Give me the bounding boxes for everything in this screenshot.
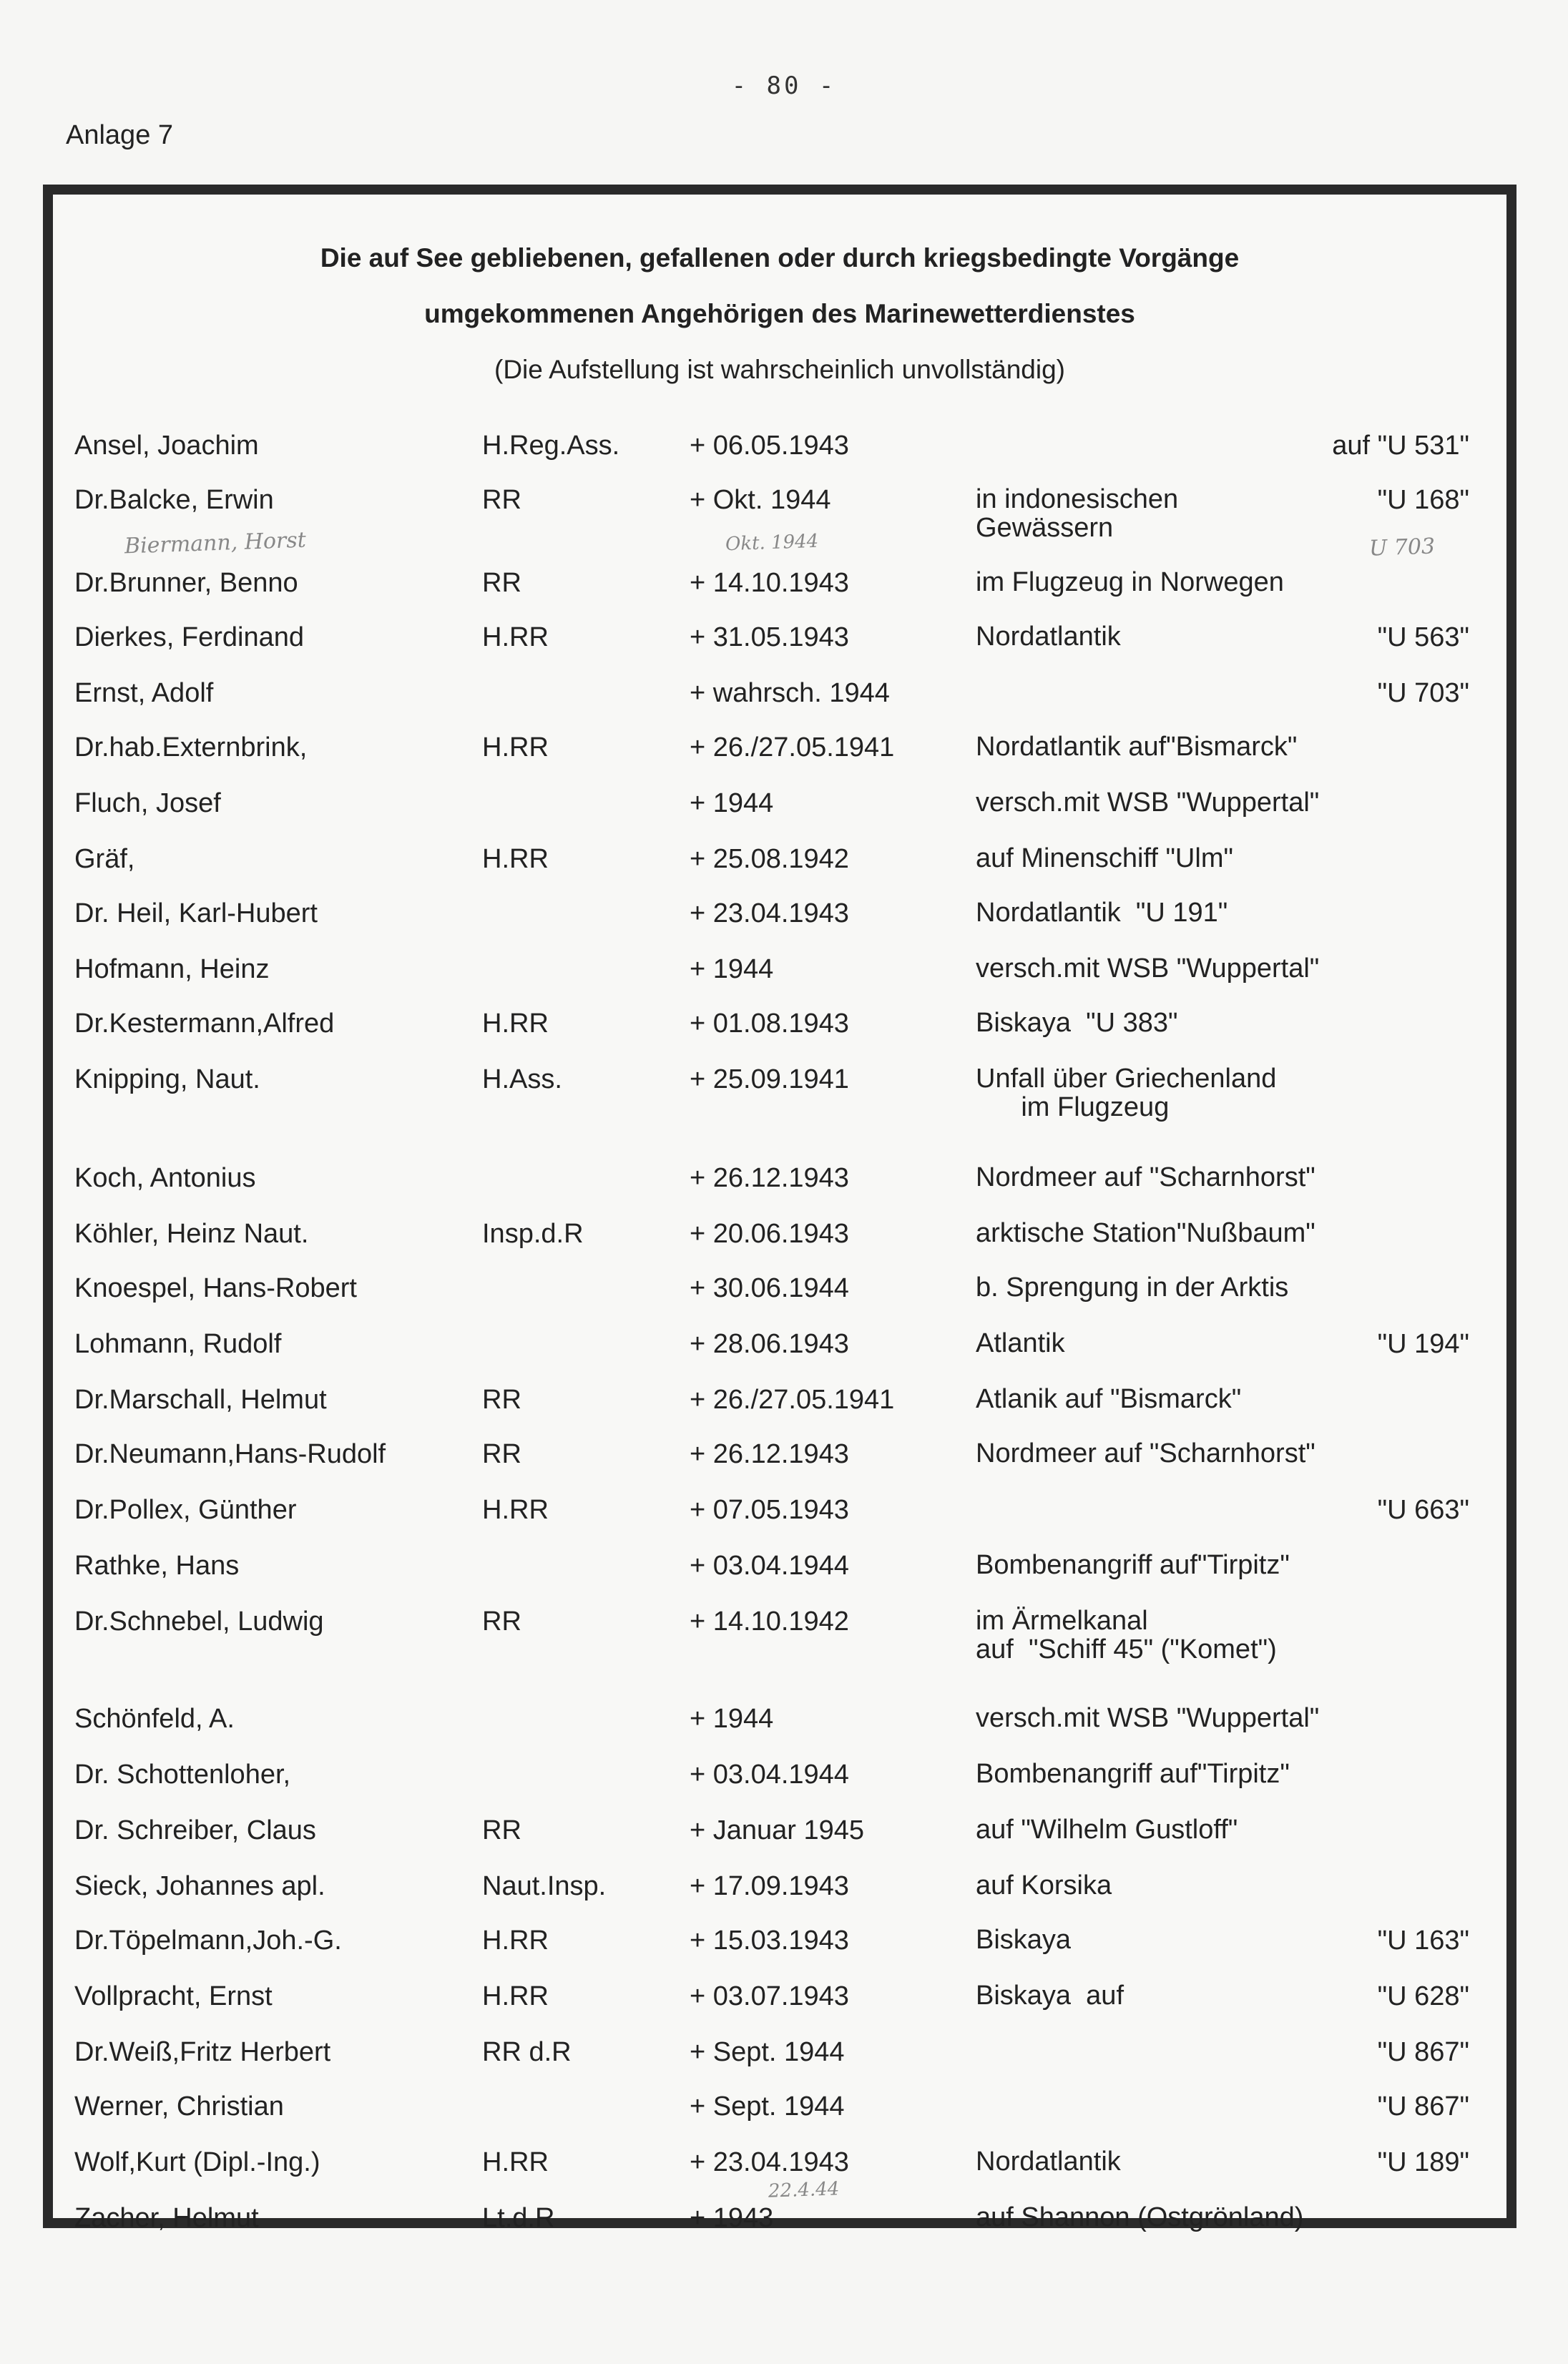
handwritten-name-note: Biermann, Horst [124,527,307,559]
entry-date: + 1943 [690,2203,774,2233]
entry-date: + 31.05.1943 [690,622,849,652]
entry-date: + 03.04.1944 [690,1551,849,1581]
entry-rank: H.RR [482,1495,549,1525]
entry-place: Nordatlantik [976,622,1121,652]
entry-date: + 07.05.1943 [690,1495,849,1525]
entry-rank: H.RR [482,1981,549,2011]
entry-rank: Naut.Insp. [482,1871,607,1901]
entry-date: + 30.06.1944 [690,1273,849,1303]
list-item [53,1163,1506,1213]
entry-date: + 26./27.05.1941 [690,1385,895,1415]
entry-rank: H.RR [482,1926,549,1956]
entry-date: + 17.09.1943 [690,1871,849,1901]
entry-date: + Januar 1945 [690,1815,865,1845]
entry-boat: auf "U 531" [1332,431,1469,461]
list-item [53,1704,1506,1754]
entry-place: Atlanik auf "Bismarck" [976,1384,1242,1414]
entry-name: Dierkes, Ferdinand [74,622,305,652]
entry-date: + 1944 [690,788,774,818]
entry-date: + 15.03.1943 [690,1926,849,1956]
list-item [53,1273,1506,1323]
list-item [53,1981,1506,2031]
list-item [53,954,1506,1004]
entry-rank: H.RR [482,622,549,652]
entry-name: Ernst, Adolf [74,678,214,708]
list-item [53,678,1506,728]
list-item [53,2091,1506,2142]
entry-boat: "U 189" [1377,2147,1469,2177]
entry-date: + 26.12.1943 [690,1163,849,1193]
list-item [53,898,1506,948]
entry-name: Dr. Schottenloher, [74,1760,291,1790]
entry-place: Bombenangriff auf"Tirpitz" [976,1759,1290,1789]
entry-place: Nordatlantik [976,2147,1121,2177]
entry-date: + 25.08.1942 [690,844,849,874]
entry-place: auf "Wilhelm Gustloff" [976,1815,1238,1845]
list-item [53,1871,1506,1921]
list-item [53,431,1506,481]
entry-date: + Sept. 1944 [690,2091,845,2122]
entry-rank: RR [482,1607,521,1637]
list-item [53,1385,1506,1435]
entry-rank: RR d.R [482,2037,572,2067]
entry-boat: "U 703" [1377,678,1469,708]
entry-name: Dr.Töpelmann,Joh.-G. [74,1926,342,1956]
entry-place: Nordatlantik "U 191" [976,898,1228,928]
entry-date: + Okt. 1944 [690,485,831,515]
entry-name: Dr.Balcke, Erwin [74,485,274,515]
entry-place: Bombenangriff auf"Tirpitz" [976,1550,1290,1580]
entry-place: im Ärmelkanal auf "Schiff 45" ("Komet") [976,1606,1277,1664]
entry-date: + 03.07.1943 [690,1981,849,2011]
entry-name: Fluch, Josef [74,788,221,818]
entry-name: Dr.Pollex, Günther [74,1495,297,1525]
entry-name: Ansel, Joachim [74,431,259,461]
entry-name: Dr.Weiß,Fritz Herbert [74,2037,331,2067]
memorial-list-frame [43,185,1516,2233]
handwritten-boat-note: U 703 [1368,534,1436,561]
entry-date: + 01.08.1943 [690,1009,849,1039]
entry-boat: "U 563" [1377,622,1469,652]
entry-rank: H.Reg.Ass. [482,431,620,461]
entry-rank: RR [482,485,521,515]
entry-name: Koch, Antonius [74,1163,256,1193]
entry-date: + 23.04.1943 [690,898,849,928]
handwritten-zacher-date: 22.4.44 [768,2178,840,2202]
list-item [53,622,1506,672]
list-item [53,732,1506,783]
entry-date: + Sept. 1944 [690,2037,845,2067]
entry-name: Werner, Christian [74,2091,284,2122]
entry-place: in indonesischen Gewässern [976,484,1179,543]
list-item [53,1926,1506,1976]
list-item [53,1815,1506,1865]
title-line-2: umgekommenen Angehörigen des Marinewetterdienstes [424,299,1135,328]
entry-place: Nordmeer auf "Scharnhorst" [976,1438,1315,1468]
entry-place: Biskaya [976,1925,1072,1955]
entry-date: + 14.10.1942 [690,1607,849,1637]
entry-name: Dr.Marschall, Helmut [74,1385,327,1415]
list-item [53,788,1506,838]
entry-rank: H.RR [482,2147,549,2177]
entry-rank: Insp.d.R [482,1219,584,1249]
list-item [53,1606,1506,1664]
entry-date: + 1944 [690,1704,774,1734]
entry-rank: RR [482,1439,521,1469]
entry-boat: "U 663" [1377,1495,1469,1525]
entry-rank: H.RR [482,732,549,762]
entry-name: Köhler, Heinz Naut. [74,1219,309,1249]
list-item [53,2203,1506,2253]
entry-date: + wahrsch. 1944 [690,678,890,708]
entry-rank: H.RR [482,844,549,874]
entry-date: + 25.09.1941 [690,1064,849,1094]
entry-place: im Flugzeug in Norwegen [976,567,1284,597]
entry-date: + 03.04.1944 [690,1760,849,1790]
list-item [53,1760,1506,1810]
entry-date: + 28.06.1943 [690,1329,849,1359]
entry-place: versch.mit WSB "Wuppertal" [976,953,1320,984]
entry-boat: "U 867" [1377,2037,1469,2067]
entry-name: Dr.Neumann,Hans-Rudolf [74,1439,386,1469]
list-item [53,1064,1506,1122]
entry-name: Lohmann, Rudolf [74,1329,282,1359]
list-item [53,2037,1506,2087]
entry-rank: RR [482,568,521,598]
entry-place: Atlantik [976,1328,1065,1358]
entry-place: auf Shannon (Ostgrönland) [976,2202,1304,2232]
entry-name: Knipping, Naut. [74,1064,260,1094]
entry-rank: H.Ass. [482,1064,562,1094]
entry-boat: "U 168" [1377,485,1469,515]
list-item [53,844,1506,894]
entry-place: b. Sprengung in der Arktis [976,1272,1289,1303]
entry-name: Dr.hab.Externbrink, [74,732,308,762]
entry-place: Biskaya "U 383" [976,1008,1178,1038]
entry-name: Dr. Heil, Karl-Hubert [74,898,318,928]
entry-place: Unfall über Griechenland im Flugzeug [976,1064,1277,1122]
list-item [53,568,1506,618]
entry-date: + 26./27.05.1941 [690,732,895,762]
entry-place: Nordatlantik auf"Bismarck" [976,732,1298,762]
handwritten-date-note: Okt. 1944 [725,530,819,556]
list-item [53,1329,1506,1379]
list-item [53,1495,1506,1545]
entry-name: Vollpracht, Ernst [74,1981,273,2011]
entry-date: + 20.06.1943 [690,1219,849,1249]
list-item [53,1009,1506,1059]
entry-name: Gräf, [74,844,135,874]
entry-boat: "U 194" [1377,1329,1469,1359]
entry-boat: "U 163" [1377,1926,1469,1956]
entry-rank: Lt.d.R [482,2203,555,2233]
entry-name: Zacher, Helmut [74,2203,259,2233]
entry-name: Sieck, Johannes apl. [74,1871,325,1901]
entry-name: Rathke, Hans [74,1551,240,1581]
appendix-label: Anlage 7 [66,120,174,150]
entry-name: Schönfeld, A. [74,1704,235,1734]
list-item [53,1551,1506,1601]
list-item [53,1439,1506,1489]
page-number: - 80 - [731,72,837,100]
entry-date: + 14.10.1943 [690,568,849,598]
entry-name: Wolf,Kurt (Dipl.-Ing.) [74,2147,320,2177]
entry-rank: RR [482,1385,521,1415]
entry-place: versch.mit WSB "Wuppertal" [976,1703,1320,1733]
entry-name: Dr.Brunner, Benno [74,568,298,598]
entry-date: + 23.04.1943 [690,2147,849,2177]
entry-name: Dr.Schnebel, Ludwig [74,1607,324,1637]
entry-boat: "U 628" [1377,1981,1469,2011]
list-item [53,1219,1506,1269]
entry-name: Dr.Kestermann,Alfred [74,1009,335,1039]
entry-place: Nordmeer auf "Scharnhorst" [976,1162,1315,1192]
entry-boat: "U 867" [1377,2091,1469,2122]
entry-name: Dr. Schreiber, Claus [74,1815,316,1845]
entry-place: versch.mit WSB "Wuppertal" [976,788,1320,818]
entry-rank: H.RR [482,1009,549,1039]
entry-place: arktische Station"Nußbaum" [976,1218,1315,1248]
title-line-1: Die auf See gebliebenen, gefallenen oder durch kriegsbedingte Vorgänge [320,243,1240,273]
entry-name: Knoespel, Hans-Robert [74,1273,357,1303]
entry-rank: RR [482,1815,521,1845]
entry-place: auf Minenschiff "Ulm" [976,843,1233,873]
entry-place: auf Korsika [976,1870,1112,1900]
entry-name: Hofmann, Heinz [74,954,270,984]
title-line-3: (Die Aufstellung ist wahrscheinlich unvollständig) [494,355,1065,384]
entry-date: + 06.05.1943 [690,431,849,461]
entry-place: Biskaya auf [976,1981,1124,2011]
entry-date: + 1944 [690,954,774,984]
entry-date: + 26.12.1943 [690,1439,849,1469]
